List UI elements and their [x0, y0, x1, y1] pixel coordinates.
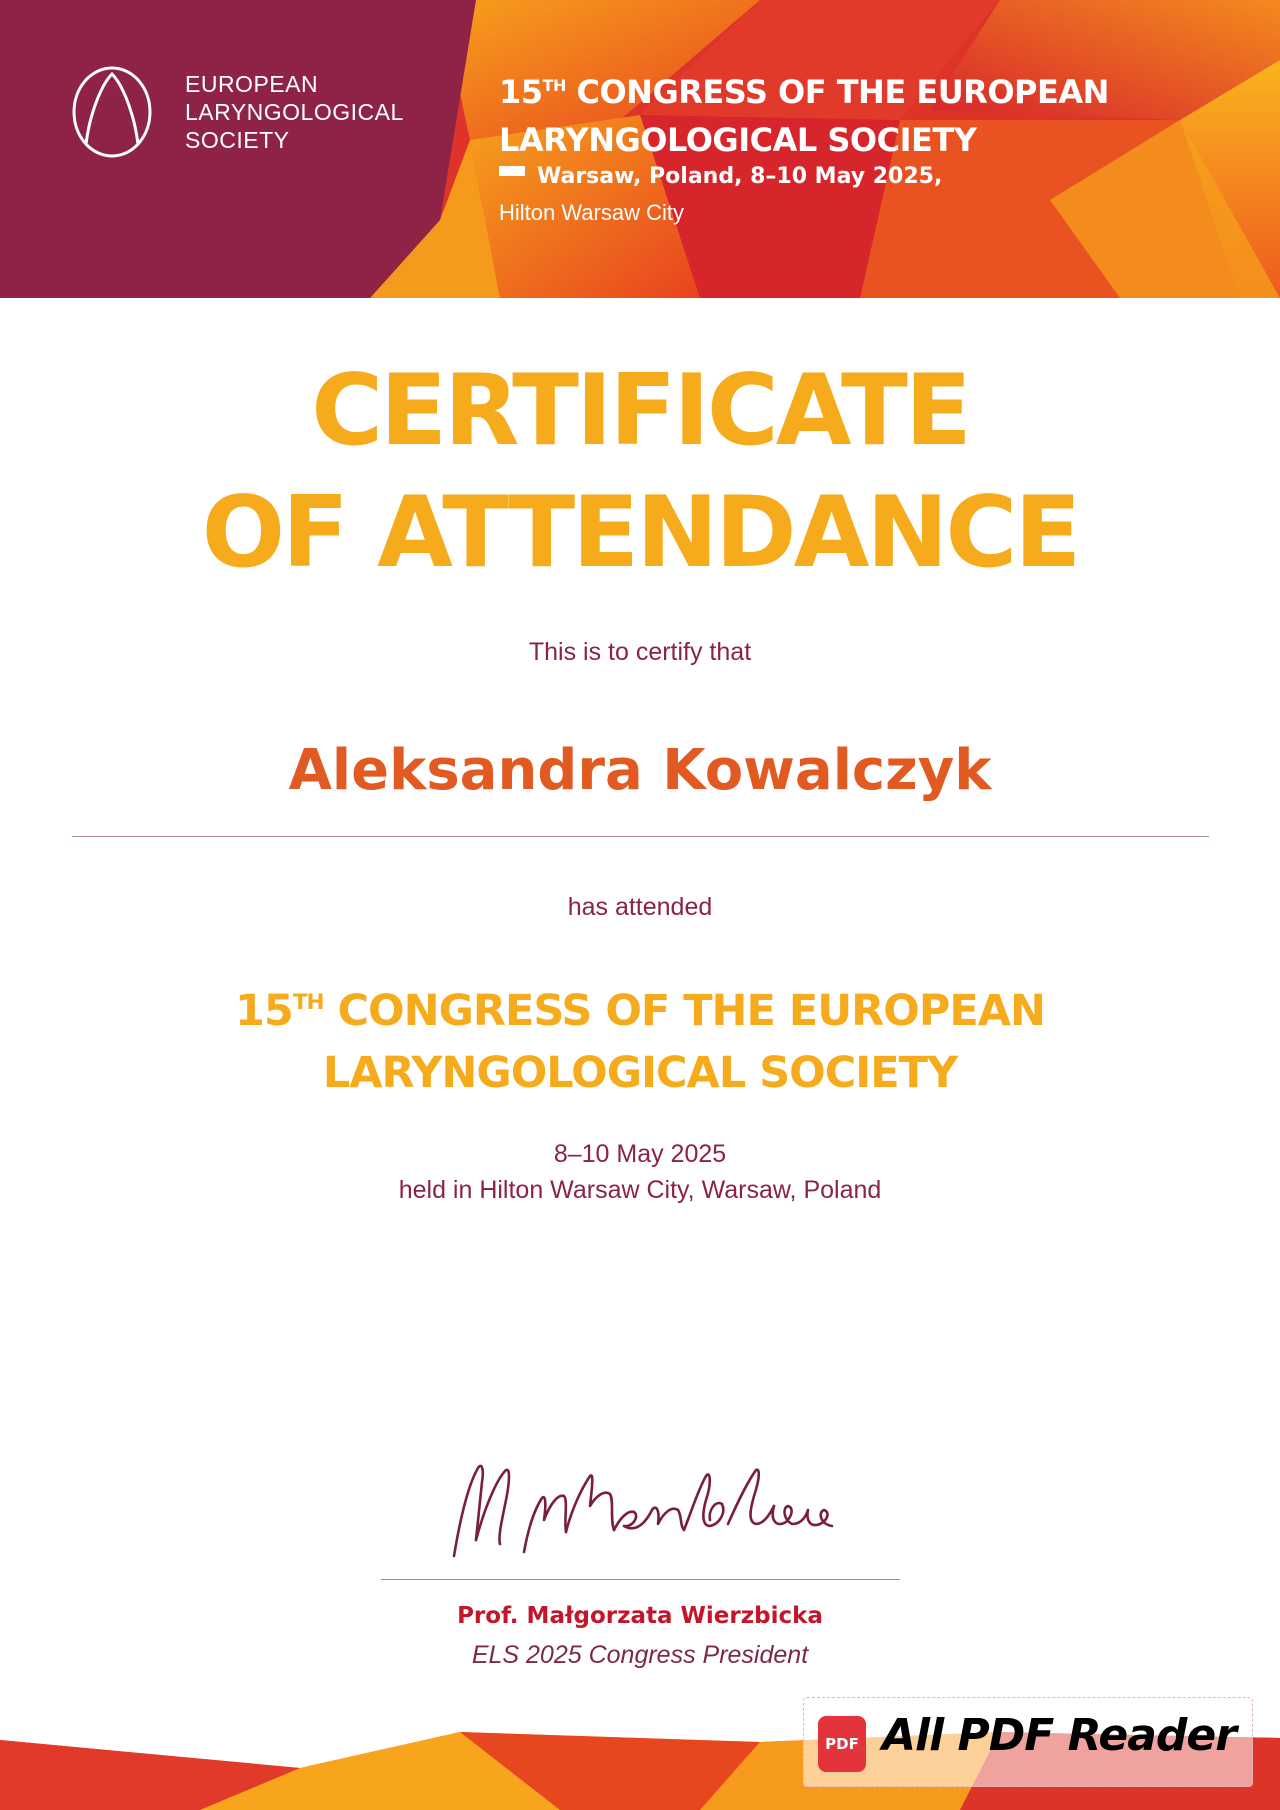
banner-venue: Hilton Warsaw City: [499, 200, 684, 225]
congress-title-line1: CONGRESS OF THE EUROPEAN: [323, 986, 1045, 1037]
banner-congress-title: [499, 62, 1109, 164]
congress-title: [0, 972, 1280, 1104]
banner-location-text: Warsaw, Poland, 8–10 May 2025,: [537, 164, 943, 189]
signer-name: Prof. Małgorzata Wierzbicka: [457, 1603, 823, 1629]
pdf-app-icon: PDF: [818, 1716, 866, 1772]
event-venue: held in Hilton Warsaw City, Warsaw, Poland: [398, 1176, 882, 1204]
els-logo-text: [185, 70, 404, 154]
signer-role: ELS 2025 Congress President: [471, 1641, 809, 1669]
watermark-text: All PDF Reader: [882, 1710, 1236, 1761]
president-signature: [440, 1440, 840, 1565]
certificate-title-line2: OF ATTENDANCE: [201, 476, 1079, 590]
els-logo: [70, 60, 440, 160]
congress-title-number: 15: [234, 986, 293, 1037]
banner-title-ordinal: TH: [542, 76, 566, 95]
banner-title-number: 15: [499, 73, 543, 111]
banner-title-line2: LARYNGOLOGICAL SOCIETY: [499, 121, 977, 159]
name-underline-divider: [72, 836, 1209, 837]
els-logo-mark-icon: [70, 62, 154, 160]
event-dates: 8–10 May 2025: [553, 1140, 727, 1168]
certify-text: This is to certify that: [528, 638, 752, 666]
poland-flag-icon: [499, 166, 525, 176]
attended-text: has attended: [567, 893, 713, 921]
header-banner: [0, 0, 1280, 298]
banner-title-line1: CONGRESS OF THE EUROPEAN: [565, 73, 1109, 111]
logo-text-line2: LARYNGOLOGICAL: [185, 99, 404, 125]
congress-title-ordinal: TH: [292, 990, 324, 1015]
banner-location-dates: [499, 164, 942, 189]
recipient-name: Aleksandra Kowalczyk: [288, 738, 992, 803]
app-watermark: [803, 1697, 1253, 1787]
logo-text-line3: SOCIETY: [185, 127, 290, 153]
event-details: [0, 1136, 1280, 1208]
certificate-title-line1: CERTIFICATE: [311, 354, 969, 468]
logo-text-line1: EUROPEAN: [185, 71, 319, 97]
signature-line-divider: [381, 1579, 900, 1580]
congress-title-line2: LARYNGOLOGICAL SOCIETY: [322, 1048, 958, 1099]
